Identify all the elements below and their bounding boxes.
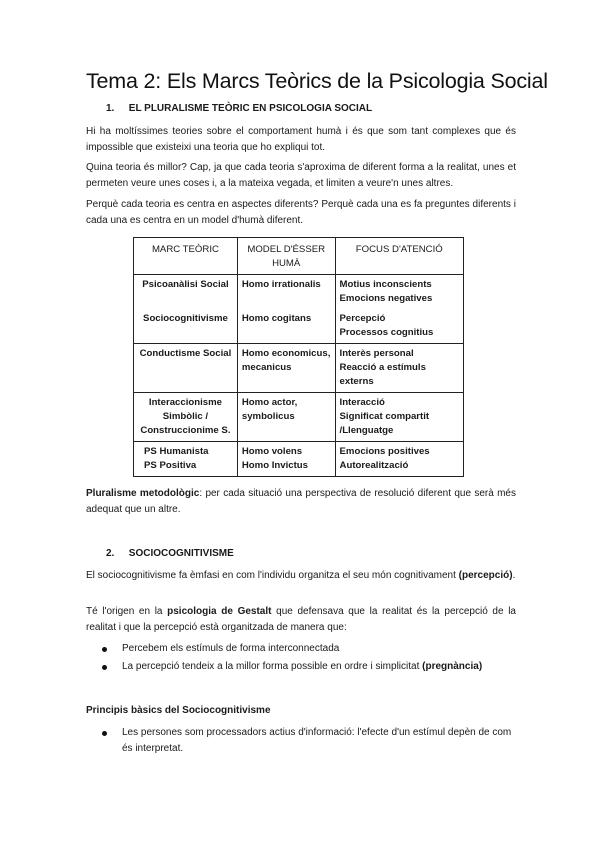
cell-line: Psicoanàlisi Social [142,279,229,290]
cell-model [237,344,335,393]
cell-focus [335,344,463,393]
section-2-heading [106,547,234,560]
paragraph-intro: Hi ha moltíssimes teories sobre el comportament humà i és que som tant complexes que és impossible que existeixi una teoria que ho expliqui tot. [86,126,516,153]
table-row [134,442,464,477]
list-item [86,725,518,757]
cell-line: PS Positiva [144,460,197,471]
gestalt-text-b: que defensava que la realitat és la percepció de la realitat i que la percepció està organitzada de manera que: [86,606,516,633]
section-2-title: SOCIOCOGNITIVISME [128,548,234,559]
bullet-text: Percebem els estímuls de forma interconnectada [122,643,340,654]
table-header-row [134,238,464,275]
cell-model [237,275,335,344]
section-1-number: 1. [106,103,115,114]
table-row [134,275,464,344]
cell-line: Homo Invictus [241,460,308,471]
cell-focus [335,442,463,477]
cell-line: Percepció [339,313,386,324]
cell-focus [335,393,463,442]
cell-marc [134,393,238,442]
section-1-title: EL PLURALISME TEÒRIC EN PSICOLOGIA SOCIAL [128,103,373,114]
bullet-icon [102,665,107,670]
cell-line: /Llenguatge [339,425,394,436]
bullet-text: La percepció tendeix a la millor forma possible en ordre i simplicitat [122,661,423,672]
list-item [86,659,518,675]
cell-line: Reacció a estímuls externs [339,362,426,387]
paragraph-sociocognitivisme [86,568,516,584]
cell-line: Interès personal [339,348,414,359]
cell-line: Construccionime S. [140,425,231,436]
cell-line: Homo actor, [241,397,298,408]
cell-line: Motius inconscients [339,279,432,290]
cell-line: Sociocognitivisme [143,313,228,324]
cell-focus [335,275,463,344]
header-model-esser-huma: MODEL D'ÉSSER HUMÀ [237,238,335,275]
table-row [134,393,464,442]
cell-line: symbolicus [241,411,295,422]
section-1-heading [106,102,372,115]
paragraph-different-aspects: Perquè cada teoria es centra en aspectes diferents? Perquè cada una es fa preguntes diferents i cada una es centra en un model d'humà diferent. [86,199,516,226]
gestalt-bold: psicologia de Gestalt [167,606,272,617]
gestalt-text-a: Té l'origen en la [86,606,168,617]
cell-marc [134,442,238,477]
cell-line: Emocions positives [339,446,430,457]
table-row [134,344,464,393]
principis-heading: Principis bàsics del Sociocognitivisme [86,705,271,716]
bullet-icon [102,647,107,652]
cell-line: PS Humanista [144,446,209,457]
paragraph-gestalt [86,604,516,636]
pluralisme-term: Pluralisme metodològic [86,488,200,499]
cell-marc [134,344,238,393]
cell-line: mecanicus [241,362,292,373]
socio-text: El sociocognitivisme fa èmfasi en com l'individu organitza el seu món cognitivament [86,570,459,581]
paragraph-pluralisme [86,486,516,518]
cell-line: Emocions negatives [339,293,433,304]
paragraph-best-theory: Quina teoria és millor? Cap, ja que cada teoria s'aproxima de diferent forma a la realitat, unes et permeten veure unes coses i, a la mateixa vegada, et limiten a veure'n unes altres. [86,162,516,189]
list-item [86,641,518,657]
cell-model [237,442,335,477]
bullet-text: Les persones som processadors actius d'informació: l'efecte d'un estímul depèn de com és interpretat. [122,727,512,754]
bullet-icon [102,731,107,736]
socio-end: . [512,570,516,581]
socio-bold: (percepció) [458,570,513,581]
cell-line: Homo economicus, [241,348,331,359]
cell-line: Conductisme Social [139,348,232,359]
cell-line: Homo volens [241,446,303,457]
header-marc-teoric: MARC TEÒRIC [134,238,238,275]
header-focus-atencio: FOCUS D'ATENCIÓ [335,238,463,275]
cell-line: Interaccionisme [148,397,222,408]
cell-marc [134,275,238,344]
section-2-number: 2. [106,548,115,559]
pluralisme-text: : per cada situació una perspectiva de resolució diferent que serà més adequat que un altre. [86,488,516,515]
theoretical-frameworks-table [133,237,464,477]
cell-line: Significat compartit [339,411,430,422]
cell-line: Autorealització [339,460,409,471]
bullet-bold: (pregnància) [422,661,483,672]
cell-line: Homo cogitans [241,313,312,324]
cell-line: Processos cognitius [339,327,434,338]
cell-line: Interacció [339,397,385,408]
cell-line: Simbòlic / [162,411,209,422]
principis-bullet-list [86,725,518,759]
cell-line: Homo irrationalis [241,279,321,290]
page-title: Tema 2: Els Marcs Teòrics de la Psicologia Social [86,69,548,93]
cell-model [237,393,335,442]
gestalt-bullet-list [86,641,518,677]
